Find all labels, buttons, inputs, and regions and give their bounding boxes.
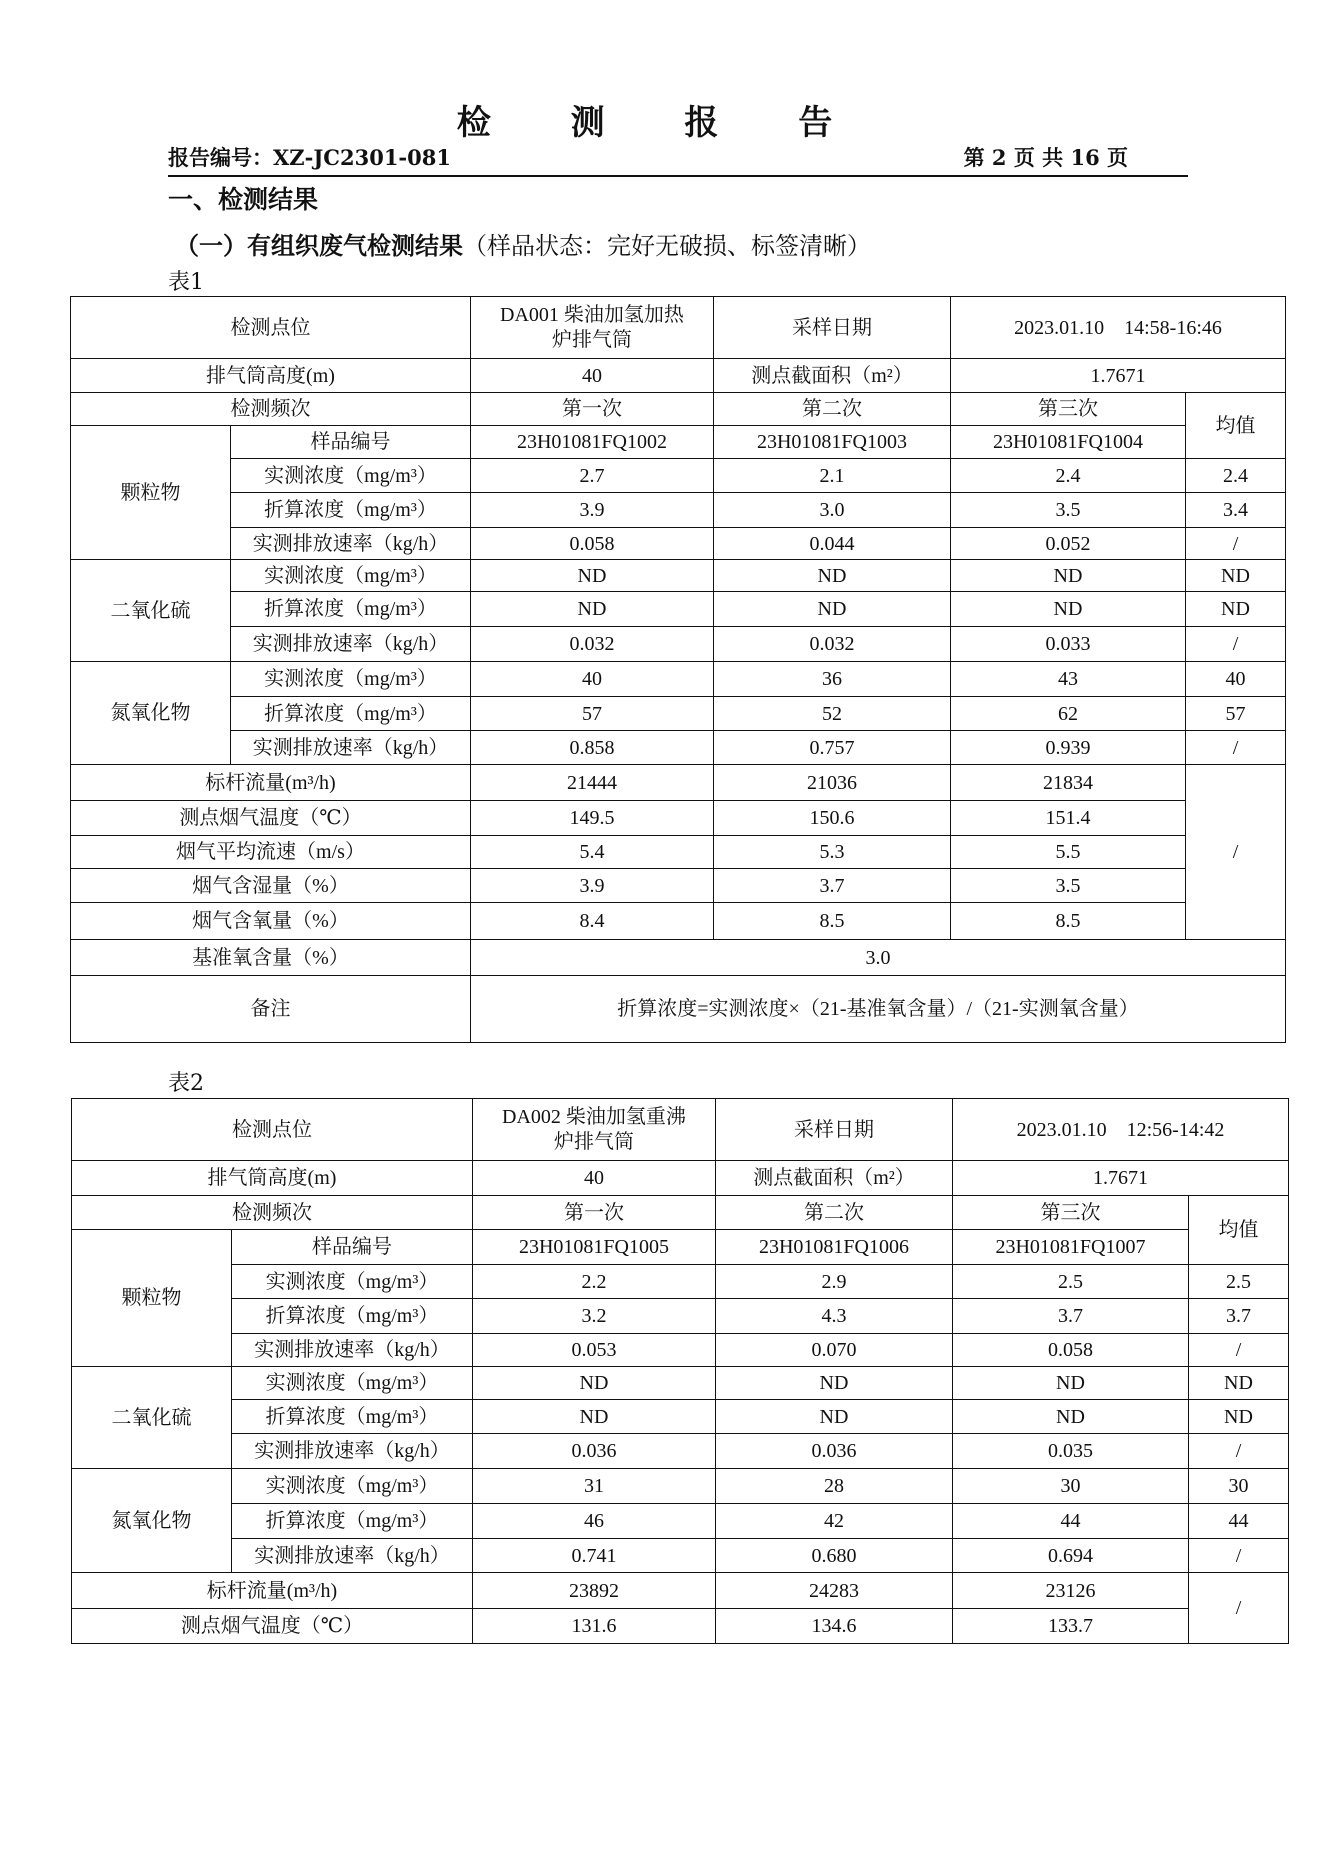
label-rate: 实测排放速率（kg/h）	[232, 1334, 473, 1367]
table1-row-oxygen	[71, 903, 1286, 940]
cell: ND	[714, 592, 951, 627]
cell: 3.9	[471, 493, 714, 528]
cell: 24283	[716, 1573, 953, 1609]
cell: 30	[953, 1469, 1189, 1504]
label-rate: 实测排放速率（kg/h）	[231, 731, 471, 765]
cell: ND	[716, 1400, 953, 1434]
avg-cell: /	[1189, 1539, 1289, 1573]
table1-row-so2-rate	[71, 627, 1286, 662]
table1-caption: 表1	[168, 270, 204, 295]
avg-cell: ND	[1189, 1400, 1289, 1434]
avg-cell: /	[1189, 1334, 1289, 1367]
cell: 21036	[714, 765, 951, 801]
cell: 0.053	[473, 1334, 716, 1367]
cell: 23126	[953, 1573, 1189, 1609]
label-area: 测点截面积（m²）	[716, 1161, 953, 1196]
group-so2: 二氧化硫	[72, 1367, 232, 1469]
cell: 8.4	[471, 903, 714, 940]
height-value: 40	[473, 1161, 716, 1196]
label-temp: 测点烟气温度（℃）	[72, 1609, 473, 1644]
cell: 0.036	[473, 1434, 716, 1469]
label-sample-date: 采样日期	[716, 1099, 953, 1161]
cell: 0.070	[716, 1334, 953, 1367]
avg-cell: ND	[1186, 592, 1286, 627]
avg-cell: 44	[1189, 1504, 1289, 1539]
table2-row-flow	[72, 1573, 1289, 1609]
cell: 0.741	[473, 1539, 716, 1573]
sample-no-3: 23H01081FQ1007	[953, 1230, 1189, 1265]
cell: 0.858	[471, 731, 714, 765]
cell: ND	[951, 560, 1186, 592]
label-rate: 实测排放速率（kg/h）	[231, 627, 471, 662]
label-temp: 测点烟气温度（℃）	[71, 801, 471, 836]
cell: 3.9	[471, 869, 714, 903]
label-conv-conc: 折算浓度（mg/m³）	[232, 1504, 473, 1539]
table1-row-remark	[71, 976, 1286, 1043]
section-heading: 一、检测结果	[168, 185, 319, 214]
cell: 46	[473, 1504, 716, 1539]
cell: 0.694	[953, 1539, 1189, 1573]
table1	[70, 296, 1286, 1043]
cell: 8.5	[714, 903, 951, 940]
label-meas-conc: 实测浓度（mg/m³）	[231, 459, 471, 493]
avg-cell: ND	[1186, 560, 1286, 592]
cell: 0.757	[714, 731, 951, 765]
cell: 57	[471, 697, 714, 731]
table1-row-pm-meas	[71, 459, 1286, 493]
label-meas-conc: 实测浓度（mg/m³）	[231, 662, 471, 697]
table1-row-so2-meas	[71, 560, 1286, 592]
table1-row-sample-no	[71, 426, 1286, 459]
area-value: 1.7671	[953, 1161, 1289, 1196]
label-rate: 实测排放速率（kg/h）	[231, 528, 471, 560]
table1-row-height	[71, 359, 1286, 393]
cell: 0.058	[953, 1334, 1189, 1367]
table2-row-so2-meas	[72, 1367, 1289, 1400]
group-pm: 颗粒物	[72, 1230, 232, 1367]
label-avg: 均值	[1186, 393, 1286, 459]
table2-row-so2-conv	[72, 1400, 1289, 1434]
label-freq: 检测频次	[72, 1196, 473, 1230]
label-sample-no: 样品编号	[232, 1230, 473, 1265]
label-meas-conc: 实测浓度（mg/m³）	[232, 1469, 473, 1504]
cell: 2.4	[951, 459, 1186, 493]
cell: ND	[716, 1367, 953, 1400]
report-number: 报告编号：XZ-JC2301-081	[168, 145, 451, 170]
label-height: 排气筒高度(m)	[72, 1161, 473, 1196]
label-freq: 检测频次	[71, 393, 471, 426]
point-value	[473, 1099, 716, 1161]
sample-date-value: 2023.01.10 12:56-14:42	[953, 1099, 1289, 1161]
cell: 31	[473, 1469, 716, 1504]
label-ref-oxygen: 基准氧含量（%）	[71, 940, 471, 976]
cell: 44	[953, 1504, 1189, 1539]
label-remark: 备注	[71, 976, 471, 1043]
cell: 21444	[471, 765, 714, 801]
table1-row-flow	[71, 765, 1286, 801]
table2-row-height	[72, 1161, 1289, 1196]
table1-row-pm-conv	[71, 493, 1286, 528]
avg-cell-merged: /	[1186, 765, 1286, 940]
subsection-note: （样品状态：完好无破损、标签清晰）	[463, 232, 871, 260]
sample-no-2: 23H01081FQ1003	[714, 426, 951, 459]
sample-no-1: 23H01081FQ1005	[473, 1230, 716, 1265]
cell: 2.5	[953, 1265, 1189, 1299]
cell: 131.6	[473, 1609, 716, 1644]
label-sample-date: 采样日期	[714, 297, 951, 359]
label-area: 测点截面积（m²）	[714, 359, 951, 393]
cell: 3.0	[714, 493, 951, 528]
cell: ND	[471, 592, 714, 627]
run-3: 第三次	[951, 393, 1186, 426]
cell: 62	[951, 697, 1186, 731]
label-oxygen: 烟气含氧量（%）	[71, 903, 471, 940]
table1-row-nox-meas	[71, 662, 1286, 697]
avg-cell-merged: /	[1189, 1573, 1289, 1644]
label-meas-conc: 实测浓度（mg/m³）	[232, 1367, 473, 1400]
cell: 2.7	[471, 459, 714, 493]
subsection-title: （一）有组织废气检测结果	[175, 232, 463, 260]
table1-row-pm-rate	[71, 528, 1286, 560]
avg-cell: 2.4	[1186, 459, 1286, 493]
label-rate: 实测排放速率（kg/h）	[232, 1539, 473, 1573]
run-2: 第二次	[716, 1196, 953, 1230]
table2-row-point	[72, 1099, 1289, 1161]
group-nox: 氮氧化物	[72, 1469, 232, 1573]
cell: 134.6	[716, 1609, 953, 1644]
label-meas-conc: 实测浓度（mg/m³）	[231, 560, 471, 592]
table2-row-sample-no	[72, 1230, 1289, 1265]
run-3: 第三次	[953, 1196, 1189, 1230]
table1-row-ref-oxygen	[71, 940, 1286, 976]
cell: 3.7	[953, 1299, 1189, 1334]
label-conv-conc: 折算浓度（mg/m³）	[232, 1299, 473, 1334]
cell: 0.044	[714, 528, 951, 560]
cell: 2.9	[716, 1265, 953, 1299]
table2-row-pm-meas	[72, 1265, 1289, 1299]
avg-cell: ND	[1189, 1367, 1289, 1400]
avg-cell: /	[1186, 528, 1286, 560]
cell: ND	[953, 1400, 1189, 1434]
label-rate: 实测排放速率（kg/h）	[232, 1434, 473, 1469]
avg-cell: 57	[1186, 697, 1286, 731]
avg-cell: 30	[1189, 1469, 1289, 1504]
cell: 23892	[473, 1573, 716, 1609]
cell: ND	[953, 1367, 1189, 1400]
cell: 3.5	[951, 493, 1186, 528]
cell: 0.035	[953, 1434, 1189, 1469]
cell: 40	[471, 662, 714, 697]
point-line1: DA002 柴油加氢重沸	[502, 1105, 686, 1128]
cell: 8.5	[951, 903, 1186, 940]
cell: 0.052	[951, 528, 1186, 560]
table1-row-freq	[71, 393, 1286, 426]
table2-row-pm-conv	[72, 1299, 1289, 1334]
group-pm: 颗粒物	[71, 426, 231, 560]
cell: ND	[714, 560, 951, 592]
avg-cell: 3.4	[1186, 493, 1286, 528]
label-flow: 标杆流量(m³/h)	[71, 765, 471, 801]
cell: 42	[716, 1504, 953, 1539]
ref-oxygen-value: 3.0	[471, 940, 1286, 976]
report-title: 检 测 报 告	[456, 103, 867, 143]
label-avg: 均值	[1189, 1196, 1289, 1265]
table1-row-point	[71, 297, 1286, 359]
cell: 2.1	[714, 459, 951, 493]
label-conv-conc: 折算浓度（mg/m³）	[231, 592, 471, 627]
area-value: 1.7671	[951, 359, 1286, 393]
run-2: 第二次	[714, 393, 951, 426]
avg-cell: /	[1189, 1434, 1289, 1469]
label-moisture: 烟气含湿量（%）	[71, 869, 471, 903]
group-nox: 氮氧化物	[71, 662, 231, 765]
avg-cell: 40	[1186, 662, 1286, 697]
table1-row-velocity	[71, 836, 1286, 869]
cell: 0.032	[714, 627, 951, 662]
cell: 3.5	[951, 869, 1186, 903]
cell: 5.4	[471, 836, 714, 869]
label-conv-conc: 折算浓度（mg/m³）	[231, 493, 471, 528]
subsection-heading	[175, 226, 871, 261]
label-conv-conc: 折算浓度（mg/m³）	[232, 1400, 473, 1434]
sample-no-1: 23H01081FQ1002	[471, 426, 714, 459]
cell: 0.032	[471, 627, 714, 662]
page-indicator: 第 2 页 共 16 页	[963, 145, 1128, 170]
label-sample-no: 样品编号	[231, 426, 471, 459]
cell: 3.2	[473, 1299, 716, 1334]
report-header-line	[168, 145, 1188, 177]
height-value: 40	[471, 359, 714, 393]
remark-value: 折算浓度=实测浓度×（21-基准氧含量）/（21-实测氧含量）	[471, 976, 1286, 1043]
table2-row-freq	[72, 1196, 1289, 1230]
cell: ND	[473, 1367, 716, 1400]
cell: 149.5	[471, 801, 714, 836]
table1-row-temp	[71, 801, 1286, 836]
table2-row-nox-rate	[72, 1539, 1289, 1573]
cell: 5.3	[714, 836, 951, 869]
cell: 0.680	[716, 1539, 953, 1573]
group-so2: 二氧化硫	[71, 560, 231, 662]
label-point: 检测点位	[71, 297, 471, 359]
cell: 150.6	[714, 801, 951, 836]
point-line2: 炉排气筒	[554, 1130, 634, 1153]
run-1: 第一次	[471, 393, 714, 426]
avg-cell: /	[1186, 731, 1286, 765]
cell: 2.2	[473, 1265, 716, 1299]
cell: 3.7	[714, 869, 951, 903]
point-line1: DA001 柴油加氢加热	[500, 303, 684, 326]
cell: 28	[716, 1469, 953, 1504]
cell: 0.058	[471, 528, 714, 560]
table2-row-nox-conv	[72, 1504, 1289, 1539]
label-conv-conc: 折算浓度（mg/m³）	[231, 697, 471, 731]
table1-row-nox-conv	[71, 697, 1286, 731]
cell: ND	[471, 560, 714, 592]
table2-row-nox-meas	[72, 1469, 1289, 1504]
cell: 0.939	[951, 731, 1186, 765]
table2-row-so2-rate	[72, 1434, 1289, 1469]
table2	[71, 1098, 1289, 1644]
sample-no-2: 23H01081FQ1006	[716, 1230, 953, 1265]
cell: 36	[714, 662, 951, 697]
avg-cell: /	[1186, 627, 1286, 662]
cell: 21834	[951, 765, 1186, 801]
label-meas-conc: 实测浓度（mg/m³）	[232, 1265, 473, 1299]
point-line2: 炉排气筒	[552, 328, 632, 351]
cell: 151.4	[951, 801, 1186, 836]
avg-cell: 3.7	[1189, 1299, 1289, 1334]
cell: ND	[951, 592, 1186, 627]
cell: 52	[714, 697, 951, 731]
point-value	[471, 297, 714, 359]
cell: 0.033	[951, 627, 1186, 662]
label-velocity: 烟气平均流速（m/s）	[71, 836, 471, 869]
label-height: 排气筒高度(m)	[71, 359, 471, 393]
run-1: 第一次	[473, 1196, 716, 1230]
table1-row-so2-conv	[71, 592, 1286, 627]
table2-caption: 表2	[168, 1071, 204, 1096]
cell: 0.036	[716, 1434, 953, 1469]
cell: 133.7	[953, 1609, 1189, 1644]
sample-no-3: 23H01081FQ1004	[951, 426, 1186, 459]
cell: 4.3	[716, 1299, 953, 1334]
cell: ND	[473, 1400, 716, 1434]
cell: 5.5	[951, 836, 1186, 869]
table2-row-temp	[72, 1609, 1289, 1644]
sample-date-value: 2023.01.10 14:58-16:46	[951, 297, 1286, 359]
table1-row-nox-rate	[71, 731, 1286, 765]
table1-row-moisture	[71, 869, 1286, 903]
label-flow: 标杆流量(m³/h)	[72, 1573, 473, 1609]
label-point: 检测点位	[72, 1099, 473, 1161]
cell: 43	[951, 662, 1186, 697]
table2-row-pm-rate	[72, 1334, 1289, 1367]
avg-cell: 2.5	[1189, 1265, 1289, 1299]
